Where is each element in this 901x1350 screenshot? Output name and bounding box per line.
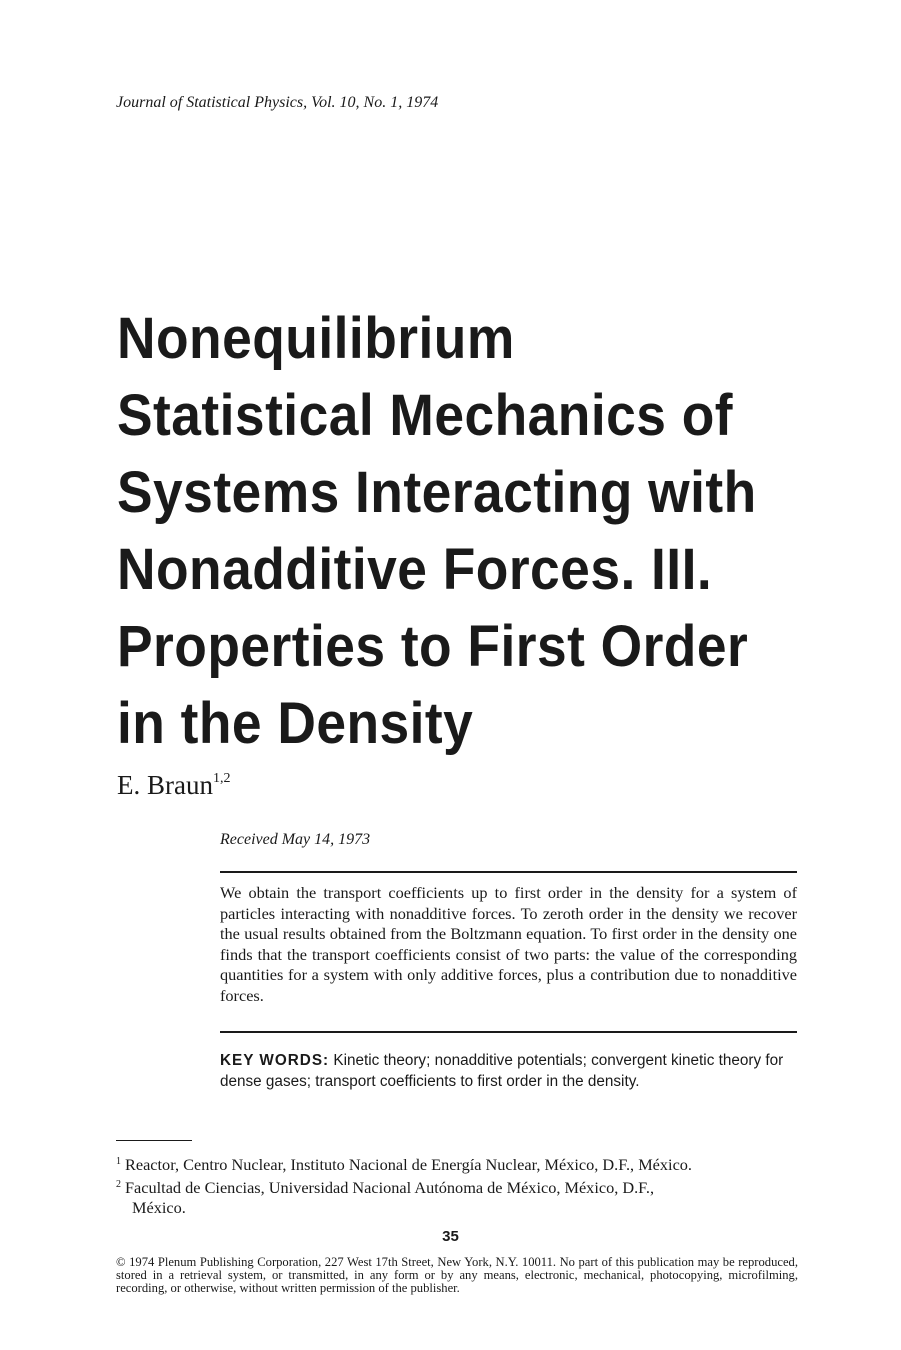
abstract-bottom-rule [220,1031,797,1033]
abstract: We obtain the transport coefficients up to first order in the density for a system of particles interacting with nonadditive forces. To zeroth order in the density we recover the usual results obtained from the Boltzmann equation. To first order in the density one finds that the transport coefficients consist of two parts: the value of the corresponding quantities for a system with only additive forces, plus a contribution due to nonadditive forces. [220,883,797,1005]
title-line: Systems Interacting with [117,460,757,525]
footnote-text: Facultad de Ciencias, Universidad Nacional Autónoma de México, México, D.F., [125,1178,655,1197]
paper-title [117,300,761,762]
key-words-label: KEY WORDS: [220,1052,330,1069]
footnotes [116,1152,798,1218]
footnote-continuation: México. [132,1198,186,1217]
abstract-top-rule [220,871,797,873]
footnote-text: Reactor, Centro Nuclear, Instituto Nacional de Energía Nuclear, México, D.F., México. [125,1155,693,1174]
copyright-notice: © 1974 Plenum Publishing Corporation, 227 West 17th Street, New York, N.Y. 10011. No part of this publication may be reproduced, stored in a retrieval system, or transmitted, in any form or by any means, electronic, mechanical, photocopying, microfilming, recording, or otherwise, without written permission of the publisher. [116,1255,798,1295]
footnote [116,1152,798,1175]
page-number: 35 [442,1228,459,1245]
author-name: E. Braun [117,770,213,800]
key-words-text: Kinetic theory; nonadditive potentials; convergent kinetic theory for dense gases; transport coefficients to first order in the density. [220,1052,784,1090]
journal-citation: Journal of Statistical Physics, Vol. 10, No. 1, 1974 [116,94,439,111]
footnote [116,1175,798,1198]
title-line: Nonequilibrium [117,306,515,371]
key-words [220,1051,797,1092]
author [117,770,230,801]
title-line: Properties to First Order [117,614,749,679]
footnote-mark: 1 [116,1156,121,1167]
footnote-mark: 2 [116,1179,121,1190]
title-line: Nonadditive Forces. III. [117,537,713,602]
title-line: Statistical Mechanics of [117,383,733,448]
received-date: Received May 14, 1973 [220,831,371,848]
author-affiliation-marks: 1,2 [212,771,231,786]
title-line: in the Density [117,691,474,756]
footnote-rule [116,1140,192,1141]
